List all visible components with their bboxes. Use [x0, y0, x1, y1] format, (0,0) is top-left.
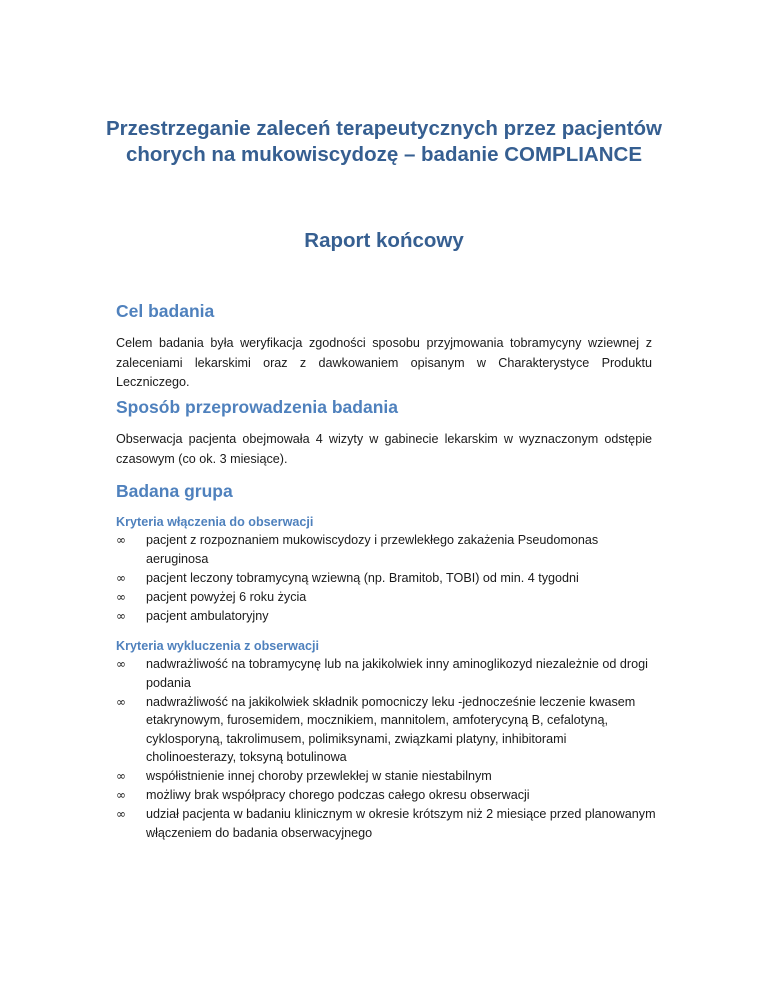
list-item-text: udział pacjenta w badaniu klinicznym w okresie krótszym niż 2 miesiące przed planowanym włączeniem do badania obserwacyjnego [146, 807, 656, 840]
infinity-bullet-icon: ∞ [116, 788, 126, 802]
infinity-bullet-icon: ∞ [116, 769, 126, 783]
section-heading-method: Sposób przeprowadzenia badania [116, 397, 398, 417]
infinity-bullet-icon: ∞ [116, 694, 126, 709]
list-item [116, 607, 656, 626]
list-item [116, 786, 656, 805]
list-item [116, 693, 656, 767]
infinity-bullet-icon: ∞ [116, 570, 126, 585]
infinity-bullet-icon: ∞ [116, 657, 126, 671]
infinity-bullet-icon: ∞ [116, 533, 126, 547]
list-item-text: możliwy brak współpracy chorego podczas całego okresu obserwacji [146, 788, 530, 802]
inclusion-criteria-heading: Kryteria włączenia do obserwacji [116, 515, 314, 529]
list-item [116, 767, 656, 786]
document-title: Przestrzeganie zaleceń terapeutycznych przez pacjentów chorych na mukowiscydozę – badanie COMPLIANCE [106, 117, 662, 166]
list-item [116, 569, 656, 588]
list-item-text: nadwrażliwość na tobramycynę lub na jakikolwiek inny aminoglikozyd niezależnie od drogi podania [146, 657, 648, 690]
infinity-bullet-icon: ∞ [116, 807, 126, 821]
exclusion-criteria-list [116, 655, 656, 843]
exclusion-criteria-heading: Kryteria wykluczenia z obserwacji [116, 639, 319, 653]
list-item [116, 655, 656, 692]
infinity-bullet-icon: ∞ [116, 608, 126, 623]
list-item-text: pacjent leczony tobramycyną wziewną (np. Bramitob, TOBI) od min. 4 tygodni [146, 570, 579, 585]
infinity-bullet-icon: ∞ [116, 589, 126, 604]
list-item-text: pacjent z rozpoznaniem mukowiscydozy i przewlekłego zakażenia Pseudomonas aeruginosa [146, 533, 599, 566]
inclusion-criteria-list [116, 531, 656, 626]
list-item-text: współistnienie innej choroby przewlekłej w stanie niestabilnym [146, 769, 492, 783]
list-item-text: nadwrażliwość na jakikolwiek składnik pomocniczy leku -jednocześnie leczenie kwasem etakrynowym, furosemidem, mocznikiem, mannitolem, amfoterycyną B, cefalotyną, cyklosporyną, takrolimusem, polimiksynami, związkami platyny, inhibitorami cholinoesterazy, toksyną botulinowa [146, 694, 636, 764]
list-item [116, 805, 656, 842]
section-heading-group: Badana grupa [116, 481, 233, 501]
section-text-method: Obserwacja pacjenta obejmowała 4 wizyty w gabinecie lekarskim w wyznaczonym odstępie czasowym (co ok. 3 miesiące). [116, 432, 652, 466]
section-heading-aim: Cel badania [116, 301, 215, 321]
list-item-text: pacjent ambulatoryjny [146, 608, 269, 623]
list-item [116, 531, 656, 568]
report-subtitle: Raport końcowy [304, 229, 464, 252]
list-item [116, 588, 656, 607]
list-item-text: pacjent powyżej 6 roku życia [146, 589, 307, 604]
section-text-aim: Celem badania była weryfikacja zgodności sposobu przyjmowania tobramycyny wziewnej z zaleceniami lekarskimi oraz z dawkowaniem opisanym w Charakterystyce Produktu Leczniczego. [116, 336, 652, 389]
